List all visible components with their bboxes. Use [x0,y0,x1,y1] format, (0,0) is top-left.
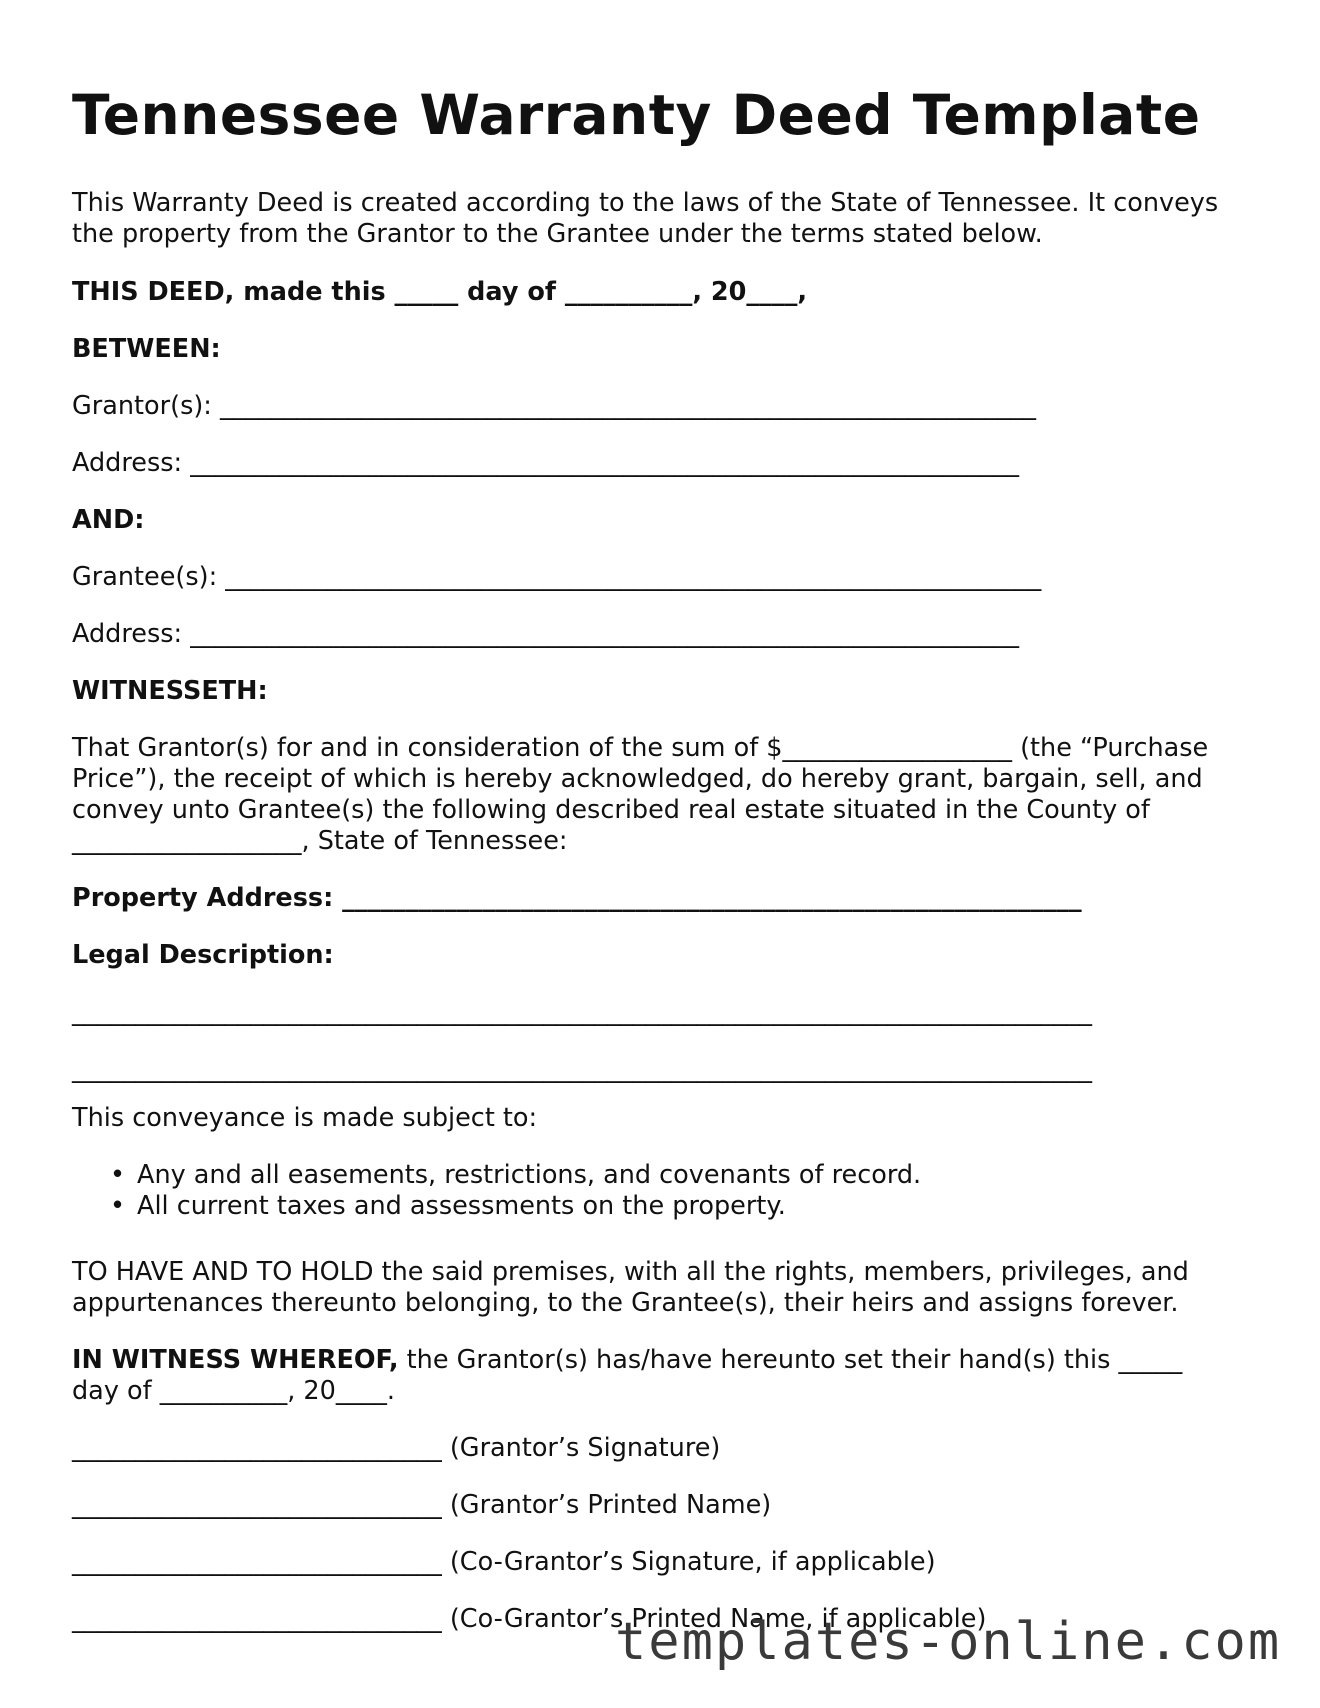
witness-line-2: day of __________, 20____. [72,1376,395,1406]
page-title: Tennessee Warranty Deed Template [72,83,1201,147]
consideration-line-3: convey unto Grantee(s) the following described real estate situated in the County of [72,795,1150,825]
grantee-field: Grantee(s): ________________________________________________________________ [72,562,1042,592]
legal-description-label: Legal Description: [72,940,334,970]
list-item: • All current taxes and assessments on the property. [72,1191,921,1222]
consideration-line-2: Price”), the receipt of which is hereby acknowledged, do hereby grant, bargain, sell, and [72,764,1203,794]
witness-rest: the Grantor(s) has/have hereunto set their hand(s) this _____ [398,1345,1183,1375]
habendum-line-1: TO HAVE AND TO HOLD the said premises, with all the rights, members, privileges, and [72,1257,1189,1287]
legal-description-line-2: ________________________________________________________________________________ [72,1054,1092,1084]
grantee-address-field: Address: _________________________________________________________________ [72,619,1019,649]
and-heading: AND: [72,505,145,535]
legal-description-line-1: ________________________________________________________________________________ [72,997,1092,1027]
habendum-line-2: appurtenances thereunto belonging, to the Grantee(s), their heirs and assigns forever. [72,1288,1179,1318]
consideration-line-4: __________________, State of Tennessee: [72,826,568,856]
signature-line-grantor: _____________________________ (Grantor’s Signature) [72,1433,721,1463]
signature-line-co-grantor-printed: _____________________________ (Co-Grantor’s Printed Name, if applicable) [72,1604,987,1634]
witness-line-1 [72,1345,1182,1376]
watermark: templates-online.com [615,1612,1282,1672]
signature-line-grantor-printed: _____________________________ (Grantor’s Printed Name) [72,1490,772,1520]
grantor-field: Grantor(s): ________________________________________________________________ [72,391,1036,421]
intro-line-1: This Warranty Deed is created according to the laws of the State of Tennessee. It conveys [72,188,1219,218]
intro-line-2: the property from the Grantor to the Grantee under the terms stated below. [72,219,1043,249]
witnesseth-heading: WITNESSETH: [72,676,268,706]
grantor-address-field: Address: _________________________________________________________________ [72,448,1019,478]
consideration-line-1: That Grantor(s) for and in consideration of the sum of $__________________ (the “Purchase [72,733,1209,763]
deed-date-heading: THIS DEED, made this _____ day of __________, 20____, [72,277,808,307]
signature-line-co-grantor: _____________________________ (Co-Grantor’s Signature, if applicable) [72,1547,936,1577]
between-heading: BETWEEN: [72,334,221,364]
property-address-field: Property Address: __________________________________________________________ [72,883,1082,913]
subject-to-text: This conveyance is made subject to: [72,1103,538,1133]
witness-bold: IN WITNESS WHEREOF, [72,1345,399,1375]
conditions-list [72,1160,921,1222]
list-item: • Any and all easements, restrictions, and covenants of record. [72,1160,921,1191]
